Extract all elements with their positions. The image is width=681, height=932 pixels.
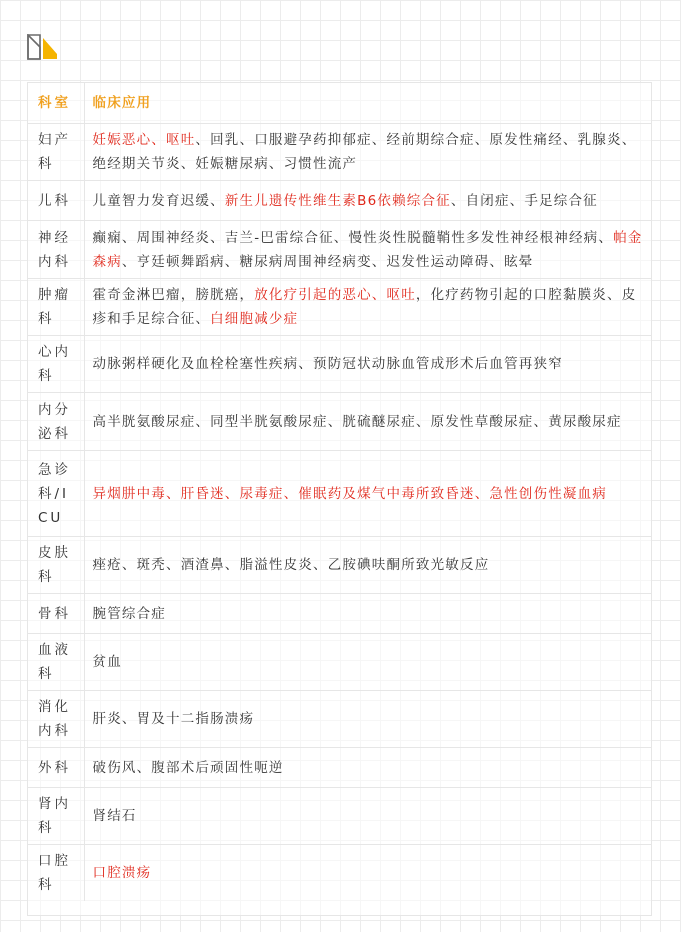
application-text: 、亨廷顿舞蹈病、糖尿病周围神经病变、迟发性运动障碍、眩晕: [121, 253, 534, 270]
application-cell: [84, 845, 651, 902]
table-row: [28, 279, 651, 336]
highlighted-application-text: 帕金森病: [92, 229, 643, 270]
table-row: [28, 181, 651, 221]
dept-cell: 神经内科: [28, 221, 84, 279]
application-text: 肝炎、胃及十二指肠溃疡: [92, 711, 255, 727]
table-row: [28, 634, 651, 691]
application-text: 肾结石: [92, 808, 137, 824]
application-cell: [84, 221, 651, 279]
application-cell: [84, 537, 651, 594]
application-text: 儿童智力发育迟缓、: [92, 192, 225, 209]
dept-cell: 内分泌科: [28, 393, 84, 451]
dept-cell: 心内科: [28, 336, 84, 393]
table-row: [28, 788, 651, 845]
dept-cell: 儿科: [28, 181, 84, 221]
dept-cell: 骨科: [28, 594, 84, 634]
application-cell: [84, 181, 651, 221]
highlighted-application-text: 妊娠恶心、呕吐: [92, 132, 196, 148]
application-cell: [84, 124, 651, 181]
dept-cell: 口腔科: [28, 845, 84, 902]
table-row: [28, 393, 651, 451]
application-text: 动脉粥样硬化及血栓栓塞性疾病、预防冠状动脉血管成形术后血管再狭窄: [92, 356, 563, 372]
dept-cell: 急诊科/ICU: [28, 451, 84, 537]
highlighted-application-text: 口腔溃疡: [92, 865, 152, 881]
document-logo-icon: [27, 34, 59, 60]
table-row: [28, 336, 651, 393]
application-text: 破伤风、腹部术后顽固性呃逆: [92, 759, 284, 776]
application-cell: [84, 393, 651, 451]
table-row: [28, 221, 651, 279]
table-header-row: [28, 83, 651, 124]
dept-cell: 皮肤科: [28, 537, 84, 594]
dept-cell: 血液科: [28, 634, 84, 691]
table-row: [28, 124, 651, 181]
application-cell: [84, 594, 651, 634]
dept-column-header: 科室: [28, 83, 84, 124]
highlighted-application-text: 新生儿遗传性维生素B6依赖综合征: [224, 192, 451, 209]
table-row: [28, 748, 651, 788]
dept-cell: 外科: [28, 748, 84, 788]
table-row: [28, 451, 651, 537]
application-cell: [84, 788, 651, 845]
application-column-header: 临床应用: [84, 83, 651, 124]
application-text: 高半胱氨酸尿症、同型半胱氨酸尿症、胱硫醚尿症、原发性草酸尿症、黄尿酸尿症: [92, 413, 622, 430]
application-text: 贫血: [92, 654, 122, 670]
dept-cell: 肿瘤科: [28, 279, 84, 336]
highlighted-application-text: 放化疗引起的恶心、呕吐: [254, 287, 416, 303]
application-text: 腕管综合症: [92, 605, 166, 622]
table-row: [28, 594, 651, 634]
clinical-application-table: [27, 82, 652, 916]
dept-cell: 妇产科: [28, 124, 84, 181]
highlighted-application-text: 异烟肼中毒、肝昏迷、尿毒症、催眠药及煤气中毒所致昏迷、急性创伤性凝血病: [92, 485, 607, 502]
application-cell: [84, 691, 651, 748]
application-cell: [84, 279, 651, 336]
application-text: 癫痫、周围神经炎、吉兰-巴雷综合征、慢性炎性脱髓鞘性多发性神经根神经病、: [92, 229, 614, 246]
application-text: 、自闭症、手足综合征: [450, 192, 598, 209]
application-text: 、回乳、口服避孕药抑郁症、经前期综合症、原发性痛经、乳腺炎、绝经期关节炎、妊娠糖尿病、习惯性流产: [92, 132, 637, 172]
application-cell: [84, 336, 651, 393]
application-cell: [84, 451, 651, 537]
table-row: [28, 845, 651, 902]
highlighted-application-text: 白细胞减少症: [210, 311, 299, 327]
application-text: 痤疮、斑秃、酒渣鼻、脂溢性皮炎、乙胺碘呋酮所致光敏反应: [92, 557, 490, 573]
application-cell: [84, 634, 651, 691]
table-row: [28, 691, 651, 748]
application-cell: [84, 748, 651, 788]
dept-cell: 消化内科: [28, 691, 84, 748]
application-text: ，化疗药物引起的口腔黏膜炎、皮疹和手足综合征、: [92, 287, 637, 327]
application-text: 霍奇金淋巴瘤，膀胱癌，: [92, 287, 255, 303]
dept-cell: 肾内科: [28, 788, 84, 845]
table-row: [28, 537, 651, 594]
